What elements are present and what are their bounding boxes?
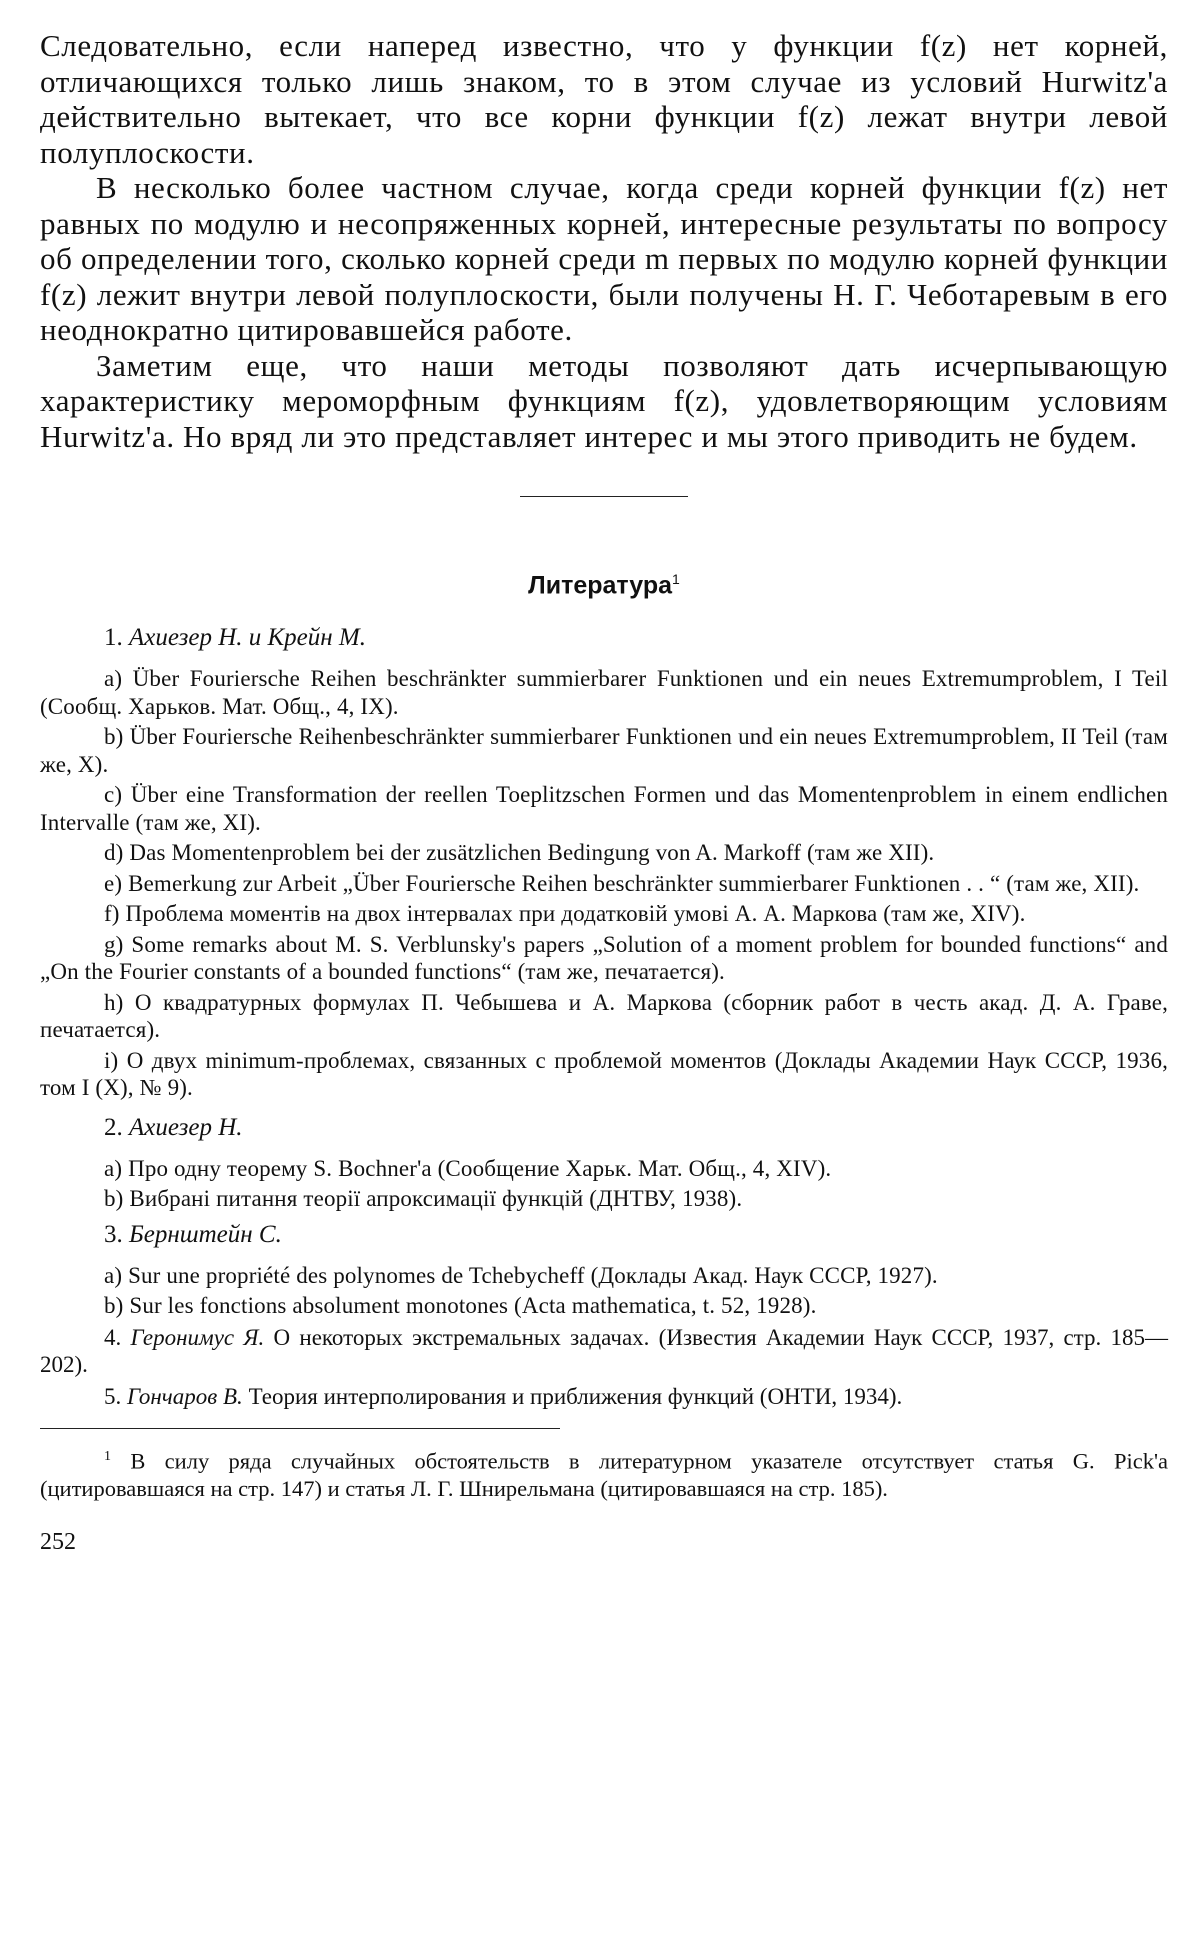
author-1-number: 1. [104,624,123,652]
footnote-text: В силу ряда случайных обстоятельств в литературном указателе отсутствует статья G. Pick'a (цитировавшаяся на стр. 147) и статья Л. Г. Шнирельмана (цитировавшаяся на стр. 185). [40,1448,1168,1502]
ref-1d: d) Das Momentenproblem bei der zusätzlichen Bedingung von A. Markoff (там же XII). [104,840,935,866]
refs-author-3 [40,1262,1168,1320]
ref-1a: a) Über Fouriersche Reihen beschränkter summierbarer Funktionen und ein neues Extremumproblem, I Teil (Сообщ. Харьков. Мат. Общ., 4, IX). [40,666,1168,719]
author-3-number: 3. [104,1220,123,1248]
literature-heading [40,571,1168,600]
ref-1g: g) Some remarks about M. S. Verblunsky's papers „Solution of a moment problem for bounded functions“ and „On the Fourier constants of a bounded functions“ (там же, печатается). [40,931,1168,985]
author-3-name: Бернштейн С. [129,1220,282,1248]
ref-5 [40,1383,1168,1411]
ref-4 [40,1324,1168,1379]
ref-5-text: Теория интерполирования и приближения функций (ОНТИ, 1934). [248,1383,903,1409]
paragraph-2: В несколько более частном случае, когда среди корней функции f(z) нет равных по модулю и несопряженных корней, интересные результаты по вопросу об определении того, сколько корней среди m первых по модулю корней функции f(z) лежит внутри левой полуплоскости, были получены Н. Г. Чеботаревым в его неоднократно цитировавшейся работе. [40,170,1168,347]
author-2-number: 2. [104,1113,123,1141]
ref-2a: a) Про одну теорему S. Bochner'a (Сообщение Харьк. Мат. Общ., 4, XIV). [104,1155,832,1181]
author-2 [104,1112,1168,1143]
author-1 [104,622,1168,653]
author-3 [104,1219,1168,1250]
ref-4-number: 4. [104,1324,122,1350]
ref-4-author: Геронимус Я. [130,1324,265,1350]
section-divider [520,496,688,497]
ref-1i: i) О двух minimum-проблемах, связанных с проблемой моментов (Доклады Академии Наук СССР, 1936, том I (X), № 9). [40,1047,1168,1101]
ref-5-number: 5. [104,1383,122,1409]
ref-3b: b) Sur les fonctions absolument monotones (Acta mathematica, t. 52, 1928). [104,1293,817,1319]
ref-4-text: О некоторых экстремальных задачах. (Известия Академии Наук СССР, 1937, стр. 185—202). [40,1324,1169,1378]
book-page [40,28,1168,1556]
paragraph-3: Заметим еще, что наши методы позволяют дать исчерпывающую характеристику мероморфным функциям f(z), удовлетворяющим условиям Hurwitz'a. Но вряд ли это представляет интерес и мы этого приводить не будем. [40,347,1168,454]
author-1-name: Ахиезер Н. и Крейн М. [129,624,366,652]
ref-5-author: Гончаров В. [127,1383,243,1409]
literature-title: Литература [528,571,673,600]
ref-3a: a) Sur une propriété des polynomes de Tchebycheff (Доклады Акад. Наук СССР, 1927). [104,1262,938,1288]
ref-1h: h) О квадратурных формулах П. Чебышева и А. Маркова (сборник работ в честь акад. Д. А. Граве, печатается). [40,989,1168,1043]
ref-1c: c) Über eine Transformation der reellen Toeplitzschen Formen und das Momentenproblem in einem endlichen Intervalle (там же, XI). [40,782,1168,835]
ref-2b: b) Вибрані питання теорії апроксимації функцій (ДНТВУ, 1938). [104,1186,743,1212]
ref-1f: f) Проблема моментів на двох інтервалах при додатковій умові А. А. Маркова (там же, XIV). [104,901,1026,927]
paragraph-1: Следовательно, если наперед известно, что у функции f(z) нет корней, отличающихся только лишь знаком, то в этом случае из условий Hurwitz'a действительно вытекает, что все корни функции f(z) лежат внутри левой полуплоскости. [40,28,1168,170]
footnote-divider [40,1428,560,1429]
refs-author-2 [40,1155,1168,1213]
footnote [40,1443,1168,1503]
ref-1b: b) Über Fouriersche Reihenbeschränkter summierbarer Funktionen und ein neues Extremumproblem, II Teil (там же, X). [40,724,1168,777]
literature-footnote-mark: 1 [672,571,680,587]
refs-author-1 [40,665,1168,1102]
footnote-mark: 1 [104,1449,111,1465]
author-2-name: Ахиезер Н. [129,1113,243,1141]
ref-1e: e) Bemerkung zur Arbeit „Über Fouriersche Reihen beschränkter summierbarer Funktionen . . “ (там же, XII). [104,870,1140,896]
page-number: 252 [40,1528,76,1555]
